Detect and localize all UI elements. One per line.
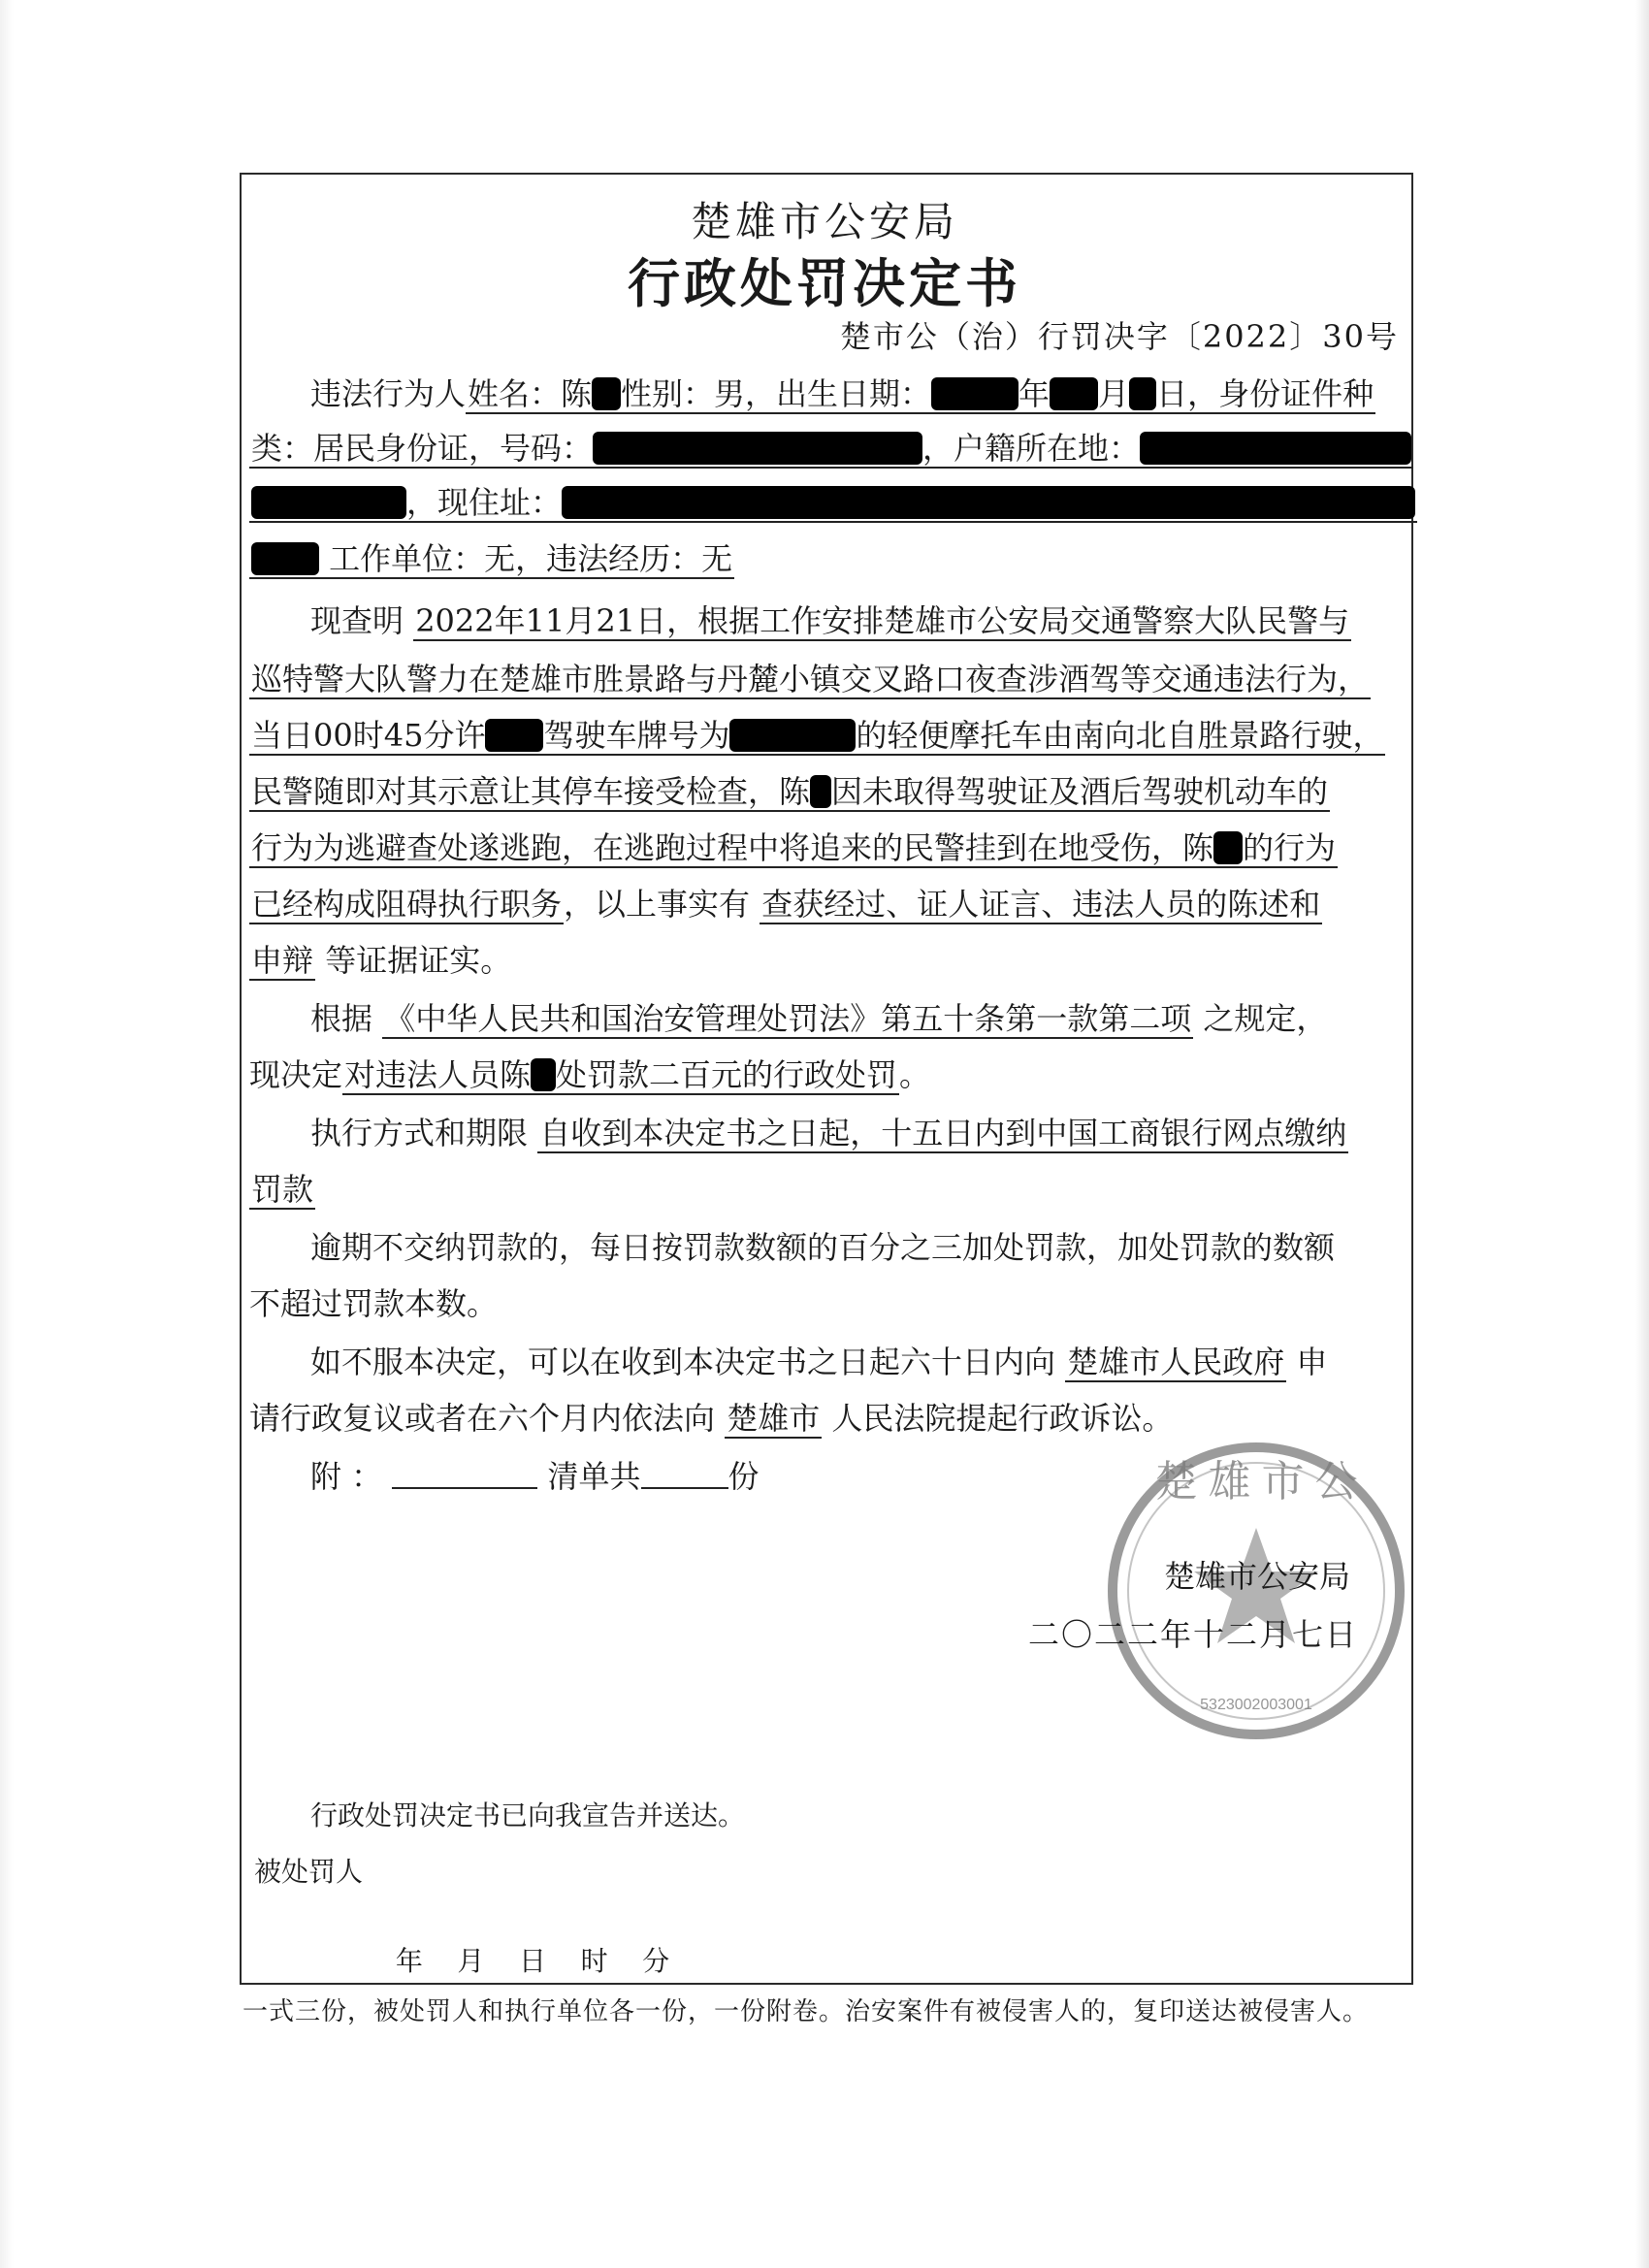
facts-line-5: 行为为逃避查处遂逃跑，在逃跑过程中将追来的民警挂到在地受伤，陈 的行为 [251,829,1337,866]
redaction-block [531,1058,556,1091]
document-number: 楚市公（治）行罚决字〔2022〕30号 [839,318,1399,355]
offender-line-4: 工作单位：无，违法经历：无 [249,539,734,578]
execution-line-2: 罚款 [251,1171,314,1208]
redaction-block [593,432,922,465]
agency-title: 楚雄市公安局 [690,198,958,245]
facts-line-3: 当日00时45分许 驾驶车牌号为 的轻便摩托车由南向北自胜景路行驶， [251,717,1384,754]
redaction-block [931,377,1018,410]
scan-edge-right [1635,0,1649,2268]
document-title: 行政处罚决定书 [628,252,1021,314]
seal-code: 5323002003001 [1200,1697,1312,1713]
decision-line: 现决定对违法人员陈 处罚款二百元的行政处罚。 [249,1056,931,1093]
issue-date: 二〇二二年十二月七日 [1028,1616,1359,1653]
overdue-line-1: 逾期不交纳罚款的，每日按罚款数额的百分之三加处罚款，加处罚款的数额 [310,1229,1336,1266]
redaction-block [1213,831,1243,864]
redaction-block [251,486,406,519]
redaction-block [485,719,543,752]
basis-line: 根据 《中华人民共和国治安管理处罚法》第五十条第一款第二项 之规定， [310,1000,1328,1037]
attachment-blank [392,1460,537,1489]
offender-line-1: 违法行为人姓名：陈 性别：男，出生日期： 年 月 日，身份证件种 [310,375,1374,412]
footer-note: 一式三份，被处罚人和执行单位各一份，一份附卷。治安案件有被侵害人的，复印送达被侵害人。 [242,1997,1370,2026]
redaction-block [810,775,831,808]
facts-line-4: 民警随即对其示意让其停车接受检查，陈 因未取得驾驶证及酒后驾驶机动车的 [251,773,1329,810]
receipt-announcement: 行政处罚决定书已向我宣告并送达。 [310,1799,746,1831]
execution-line-1: 执行方式和期限 自收到本决定书之日起，十五日内到中国工商银行网点缴纳 [310,1115,1347,1151]
redaction-block [1140,432,1411,465]
offender-line-2: 类：居民身份证，号码： ，户籍所在地： [249,429,1413,468]
attachment-line: 附 ： 清单共 份 [310,1458,760,1495]
scan-edge-left [0,0,14,2268]
facts-line-6: 已经构成阻碍执行职务，以上事实有 查获经过、证人证言、违法人员的陈述和 [251,886,1321,923]
attachment-count-blank [641,1460,728,1489]
recipient-label: 被处罚人 [254,1856,364,1888]
redaction-block [1050,377,1098,410]
redaction-block [251,542,319,575]
overdue-line-2: 不超过罚款本数。 [249,1285,499,1322]
issuing-agency: 楚雄市公安局 [1164,1558,1351,1595]
offender-line-3: ，现住址： [249,483,1417,522]
appeal-line-1: 如不服本决定，可以在收到本决定书之日起六十日内向 楚雄市人民政府 申 [310,1344,1328,1380]
seal-text: 楚 雄 市 公 [1154,1458,1358,1506]
facts-line-7: 申辩 等证据证实。 [251,942,512,979]
facts-line-1: 现查明 2022年11月21日，根据工作安排楚雄市公安局交通警察大队民警与 [310,602,1350,639]
redaction-block [729,719,856,752]
facts-line-2: 巡特警大队警力在楚雄市胜景路与丹麓小镇交叉路口夜查涉酒驾等交通违法行为， [251,661,1370,697]
redaction-block [1129,377,1156,410]
receipt-time-fields: 年 月 日 时 分 [395,1945,670,1977]
redaction-block [562,486,1415,519]
redaction-block [592,377,621,410]
appeal-line-2: 请行政复议或者在六个月内依法向 楚雄市 人民法院提起行政诉讼。 [249,1400,1174,1437]
